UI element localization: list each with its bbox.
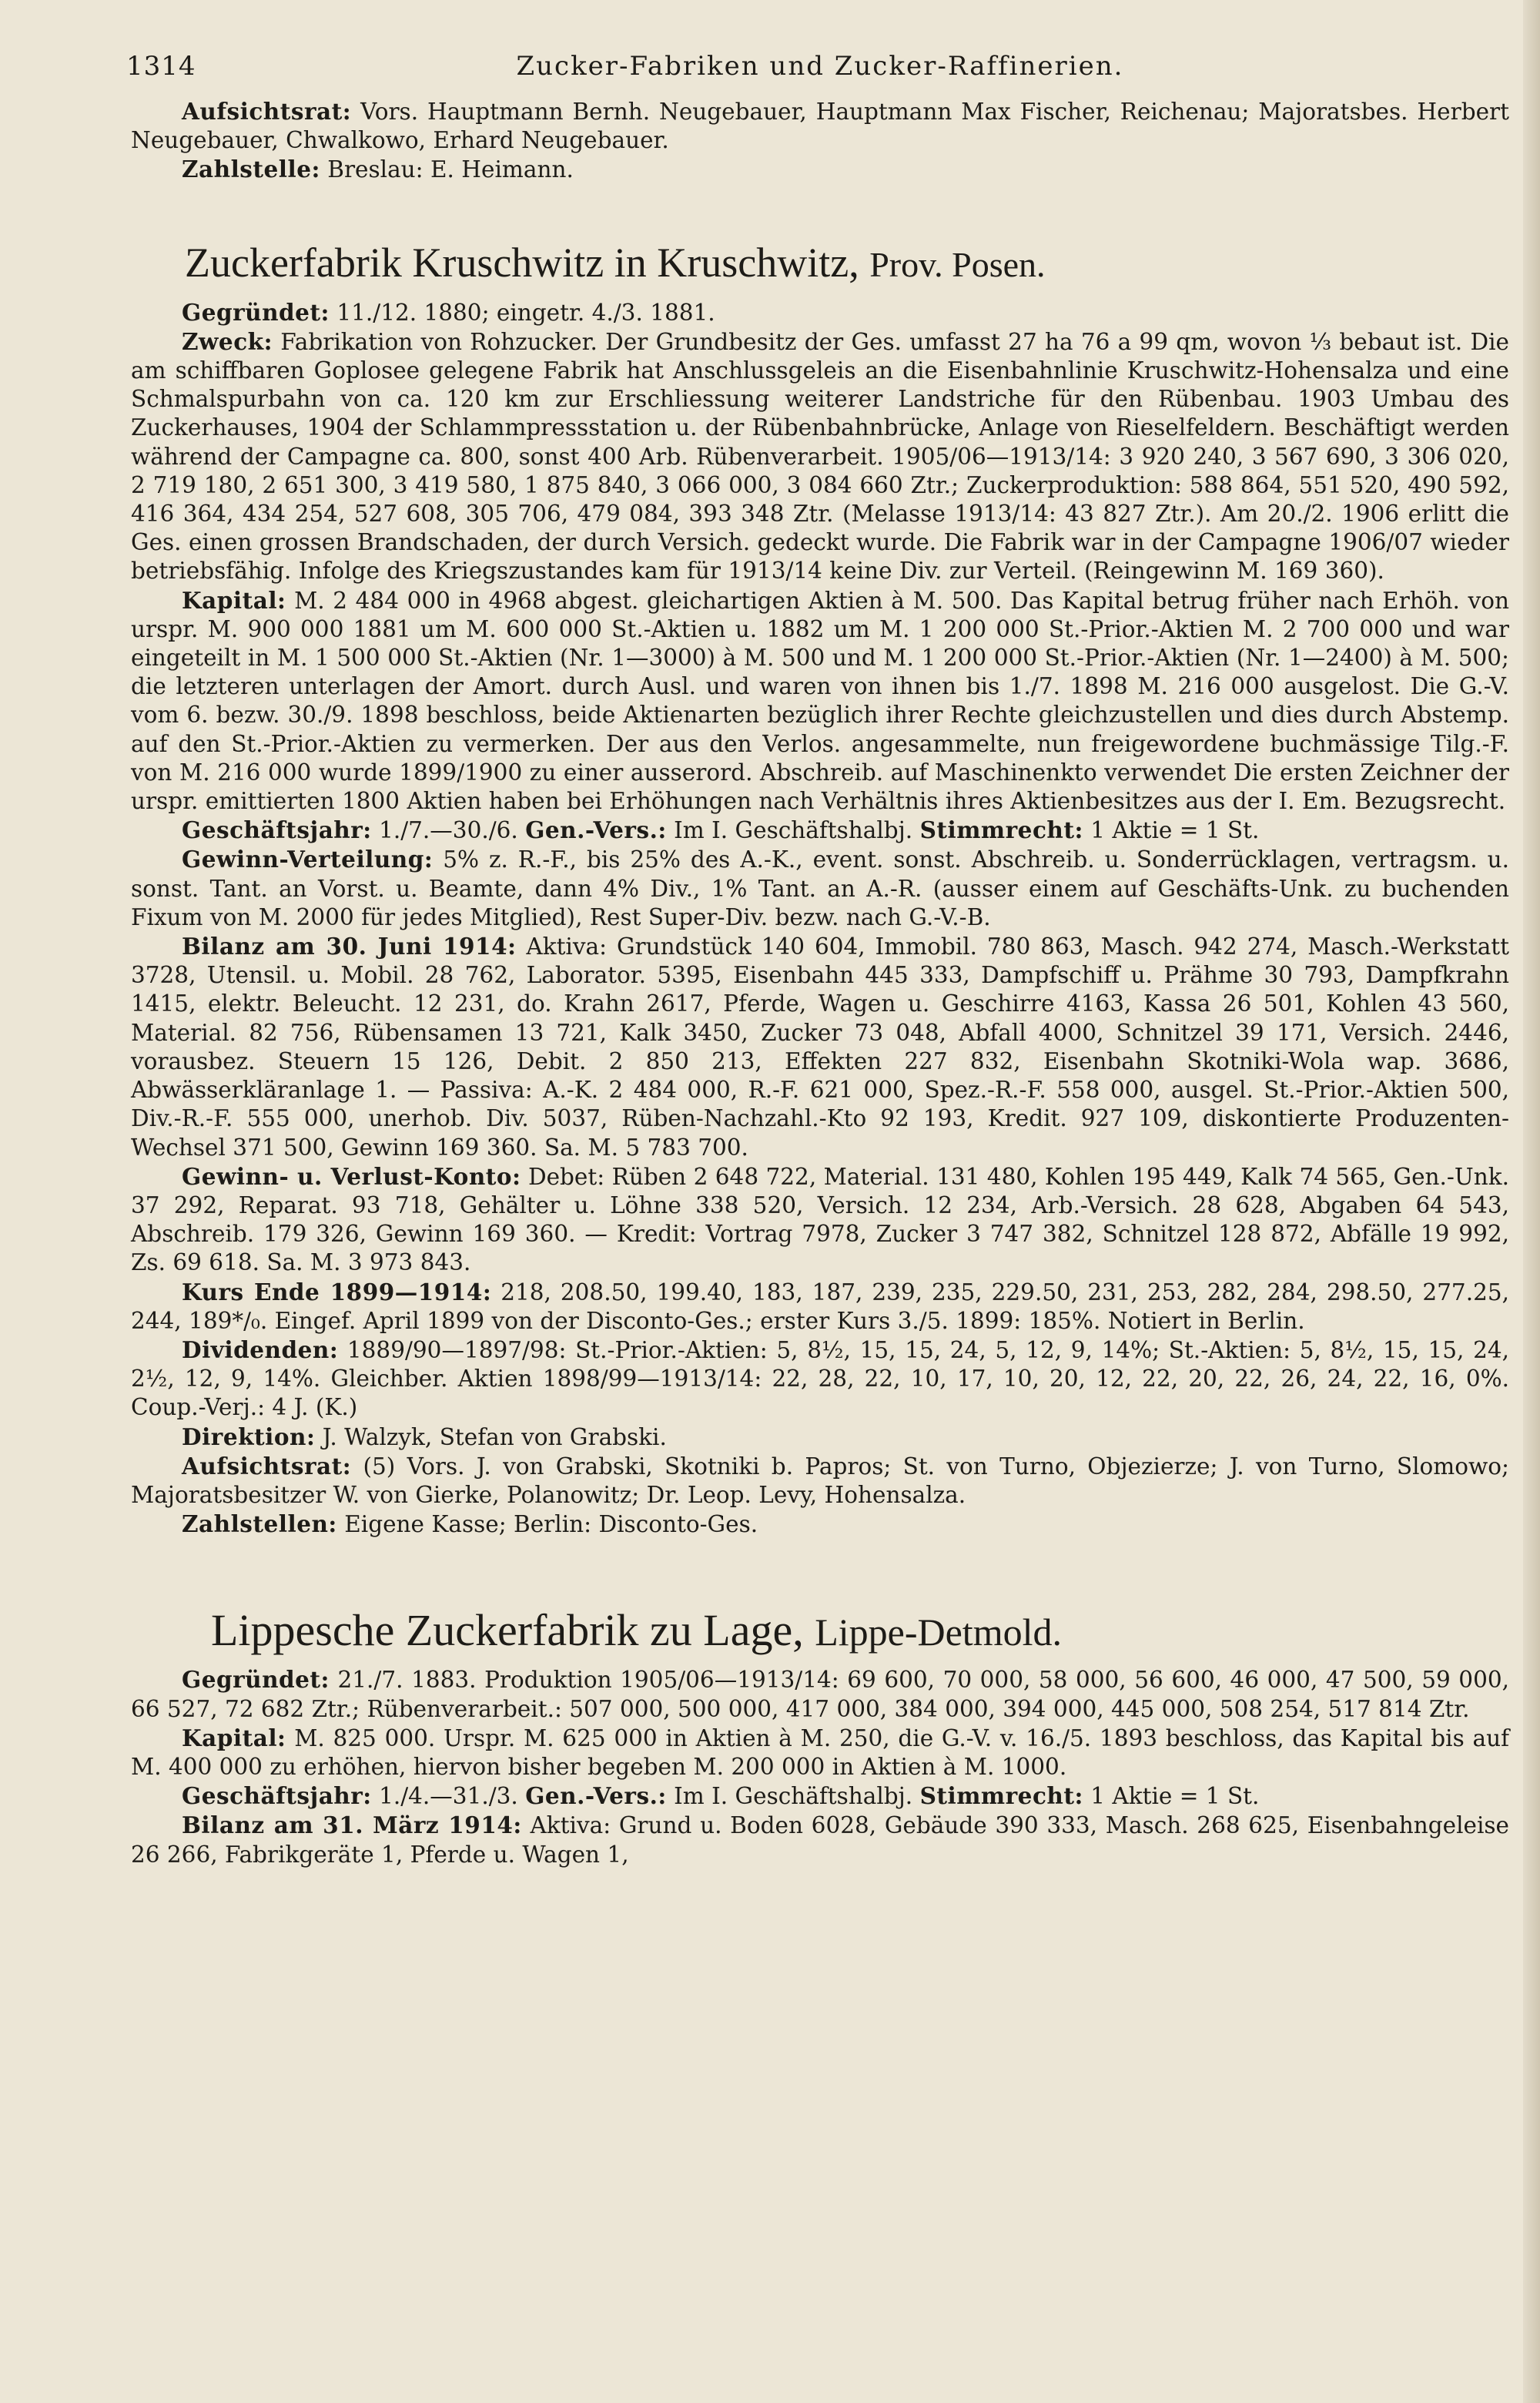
stimmrecht-label: Stimmrecht: xyxy=(919,1782,1083,1810)
gen-vers-label: Gen.-Vers.: xyxy=(525,1782,667,1810)
company-place: Lippe-Detmold. xyxy=(815,1610,1062,1654)
kapital-entry xyxy=(131,586,1509,816)
bilanz-entry xyxy=(131,932,1509,1162)
aufsichtsrat-label: Aufsichtsrat: xyxy=(182,1452,352,1480)
guv-entry xyxy=(131,1162,1509,1278)
zahlstellen-text: Eigene Kasse; Berlin: Disconto-Ges. xyxy=(344,1511,758,1538)
geschaeftsjahr-entry xyxy=(131,1781,1509,1811)
dividenden-label: Dividenden: xyxy=(182,1336,339,1363)
gewinn-verteilung-label: Gewinn-Verteilung: xyxy=(182,846,434,873)
geschaeftsjahr-entry xyxy=(131,816,1509,845)
bilanz-text: Aktiva: Grundstück 140 604, Immobil. 780 863, Masch. 942 274, Masch.-Werkstatt 3728, Utensil. u. Mobil. 28 762, Laborator. 5395, Eisenbahn 445 333, Dampfschiff u. Prähme 30 793, Dampfkrahn 1415, elektr. Beleucht. 12 231, do. Krahn 2617, Pferde, Wagen u. Geschirre 4163, Kassa 26 501, Kohlen 43 560, Material. 82 756, Rübensamen 13 721, Kalk 3450, Zucker 73 048, Abfall 4000, Schnitzel 39 171, Versich. 2446, vorausbez. Steuern 15 126, Debit. 2 850 213, Effekten 227 832, Eisenbahn Skotniki-Wola wap. 3686, Abwässerkläranlage 1. — Passiva: A.-K. 2 484 000, R.-F. 621 000, Spez.-R.-F. 558 000, ausgel. St.-Prior.-Aktien 500, Div.-R.-F. 555 000, unerhob. Div. 5037, Rüben-Nachzahl.-Kto 92 193, Kredit. 927 109, diskontierte Produzenten-Wechsel 371 500, Gewinn 169 360. Sa. M. 5 783 700. xyxy=(131,933,1509,1161)
dividenden-text: 1889/90—1897/98: St.-Prior.-Aktien: 5, 8½, 15, 15, 24, 5, 12, 9, 14%; St.-Aktien: 5, 8½, 15, 15, 24, 2½, 12, 9, 14%. Gleichber. Aktien 1898/99—1913/14: 22, 28, 22, 10, 17, 10, 20, 12, 22, 20, 22, 26, 24, 22, 16, 0%. Coup.-Verj.: 4 J. (K.) xyxy=(131,1336,1509,1421)
kurs-text: 218, 208.50, 199.40, 183, 187, 239, 235, 229.50, 231, 253, 282, 284, 298.50, 277.25, 244, 189*/₀. Eingef. April 1899 von der Disconto-Ges.; erster Kurs 3./5. 1899: 185%. Notiert in Berlin. xyxy=(131,1279,1509,1334)
gewinn-verteilung-entry xyxy=(131,845,1509,932)
gegruendet-text: 21./7. 1883. Produktion 1905/06—1913/14: 69 600, 70 000, 58 000, 56 600, 46 000, 47 500, 59 000, 66 527, 72 682 Ztr.; Rübenverarbeit.: 507 000, 500 000, 417 000, 384 000, 394 000, 445 000, 508 254, 517 814 Ztr. xyxy=(131,1667,1509,1722)
aufsichtsrat-text: Vors. Hauptmann Bernh. Neugebauer, Hauptmann Max Fischer, Reichenau; Majoratsbes. Herbert Neugebauer, Chwalkowo, Erhard Neugebauer. xyxy=(131,99,1509,154)
geschaeftsjahr-text: 1./7.—30./6. xyxy=(379,817,518,844)
kapital-text: M. 825 000. Urspr. M. 625 000 in Aktien à M. 250, die G.-V. v. 16./5. 1893 beschloss, das Kapital bis auf M. 400 000 zu erhöhen, hiervon bisher begeben M. 200 000 in Aktien à M. 1000. xyxy=(131,1724,1509,1780)
kurs-label: Kurs Ende 1899—1914: xyxy=(182,1278,492,1305)
direktion-text: J. Walzyk, Stefan von Grabski. xyxy=(322,1423,667,1450)
kruschwitz-entry xyxy=(131,298,1509,1540)
kurs-entry xyxy=(131,1278,1509,1336)
company-place: Prov. Posen. xyxy=(869,244,1046,284)
lippe-entry xyxy=(131,1665,1509,1868)
gegruendet-entry xyxy=(131,1665,1509,1723)
gegruendet-label: Gegründet: xyxy=(182,298,330,326)
running-header xyxy=(126,51,1509,97)
stimmrecht-text: 1 Aktie = 1 St. xyxy=(1090,1783,1260,1810)
gegruendet-text: 11./12. 1880; eingetr. 4./3. 1881. xyxy=(336,299,715,326)
gen-vers-text: Im I. Geschäftshalbj. xyxy=(674,817,913,844)
geschaeftsjahr-label: Geschäftsjahr: xyxy=(182,816,372,844)
kapital-label: Kapital: xyxy=(182,1724,286,1751)
zweck-entry xyxy=(131,327,1509,586)
zahlstelle-label: Zahlstelle: xyxy=(182,156,320,183)
guv-label: Gewinn- u. Verlust-Konto: xyxy=(182,1162,521,1190)
zweck-text: Fabrikation von Rohzucker. Der Grundbesitz der Ges. umfasst 27 ha 76 a 99 qm, wovon ⅓ bebaut ist. Die am schiffbaren Goplosee gelegene Fabrik hat Anschlussgeleis an die Eisenbahnlinie Kruschwitz-Hohensalza und eine Schmalspurbahn von ca. 120 km zur Erschliessung weiterer Landstriche für den Rübenbau. 1903 Umbau des Zuckerhauses, 1904 der Schlammpressstation u. der Rübenbahnbrücke, Anlage von Rieselfeldern. Beschäftigt werden während der Campagne ca. 800, sonst 400 Arb. Rübenverarbeit. 1905/06—1913/14: 3 920 240, 3 567 690, 3 306 020, 2 719 180, 2 651 300, 3 419 580, 1 875 840, 3 066 000, 3 084 660 Ztr.; Zuckerproduktion: 588 864, 551 520, 490 592, 416 364, 434 254, 527 608, 305 706, 479 084, 393 348 Ztr. (Melasse 1913/14: 43 827 Ztr.). Am 20./2. 1906 erlitt die Ges. einen grossen Brandschaden, der durch Versich. gedeckt wurde. Die Fabrik war in der Campagne 1906/07 wieder betriebsfähig. Infolge des Kriegszustandes kam für 1913/14 keine Div. zur Verteil. (Reingewinn M. 169 360). xyxy=(131,328,1509,585)
bilanz-entry xyxy=(131,1811,1509,1868)
kapital-label: Kapital: xyxy=(182,586,286,614)
bilanz-text: Aktiva: Grund u. Boden 6028, Gebäude 390 333, Masch. 268 625, Eisenbahngeleise 26 266, Fabrikgeräte 1, Pferde u. Wagen 1, xyxy=(131,1812,1510,1868)
gegruendet-label: Gegründet: xyxy=(182,1666,330,1694)
guv-text: Debet: Rüben 2 648 722, Material. 131 480, Kohlen 195 449, Kalk 74 565, Gen.-Unk. 37 292, Reparat. 93 718, Gehälter u. Löhne 338 520, Versich. 12 234, Arb.-Versich. 28 628, Abgaben 64 543, Abschreib. 179 326, Gewinn 169 360. — Kredit: Vortrag 7978, Zucker 3 747 382, Schnitzel 128 872, Abfälle 19 992, Zs. 69 618. Sa. M. 3 973 843. xyxy=(131,1163,1509,1276)
gewinn-verteilung-text: 5% z. R.-F., bis 25% des A.-K., event. sonst. Abschreib. u. Sonderrücklagen, vertragsm. u. sonst. Tant. an Vorst. u. Beamte, dann 4% Div., 1% Tant. an A.-R. (ausser einem auf Geschäfts-Unk. zu buchenden Fixum von M. 2000 für jedes Mitglied), Rest Super-Div. bezw. nach G.-V.-B. xyxy=(131,846,1509,930)
direktion-label: Direktion: xyxy=(182,1423,316,1450)
direktion-entry xyxy=(131,1423,1509,1452)
page-number: 1314 xyxy=(126,51,196,82)
geschaeftsjahr-text: 1./4.—31./3. xyxy=(379,1783,518,1810)
aufsichtsrat-text: (5) Vors. J. von Grabski, Skotniki b. Papros; St. von Turno, Objezierze; J. von Turno, Slomowo; Majoratsbesitzer W. von Gierke, Polanowitz; Dr. Leop. Levy, Hohensalza. xyxy=(131,1453,1509,1508)
stimmrecht-label: Stimmrecht: xyxy=(919,816,1083,844)
company-heading-lippe xyxy=(131,1604,1509,1659)
kapital-text: M. 2 484 000 in 4968 abgest. gleichartigen Aktien à M. 500. Das Kapital betrug früher nach Erhöh. von urspr. M. 900 000 1881 um M. 600 000 St.-Aktien u. 1882 um M. 1 200 000 St.-Prior.-Aktien M. 2 700 000 und war eingeteilt in M. 1 500 000 St.-Aktien (Nr. 1—3000) à M. 500 und M. 1 200 000 St.-Prior.-Aktien (Nr. 1—2400) à M. 500; die letzteren unterlagen der Amort. durch Ausl. und waren von ihnen bis 1./7. 1898 M. 216 000 ausgelost. Die G.-V. vom 6. bezw. 30./9. 1898 beschloss, beide Aktienarten bezüglich ihrer Rechte gleichzustellen und dies durch Abstemp. auf den St.-Prior.-Aktien zu vermerken. Der aus den Verlos. angesammelte, nun freigewordene buchmässige Tilg.-F. von M. 216 000 wurde 1899/1900 zu einer ausserord. Abschreib. auf Maschinenkto verwendet Die ersten Zeichner der urspr. emittierten 1800 Aktien haben bei Erhöhungen nach Verhältnis ihres Aktienbesitzes aus der I. Em. Bezugsrecht. xyxy=(131,587,1509,815)
gen-vers-text: Im I. Geschäftshalbj. xyxy=(674,1783,913,1810)
bilanz-label: Bilanz am 30. Juni 1914: xyxy=(182,933,517,960)
aufsichtsrat-entry xyxy=(131,1452,1509,1510)
page-gutter-shadow xyxy=(1523,0,1540,2403)
running-title: Zucker-Fabriken und Zucker-Raffinerien. xyxy=(516,51,1124,82)
zahlstelle-text: Breslau: E. Heimann. xyxy=(327,156,574,183)
zahlstelle-entry xyxy=(131,155,1509,184)
zahlstellen-label: Zahlstellen: xyxy=(182,1510,337,1538)
kapital-entry xyxy=(131,1724,1509,1781)
company-heading-kruschwitz xyxy=(131,236,1509,292)
aufsichtsrat-entry xyxy=(131,97,1509,155)
zahlstellen-entry xyxy=(131,1510,1509,1539)
previous-entry-tail xyxy=(131,97,1509,185)
company-name: Zuckerfabrik Kruschwitz in Kruschwitz, xyxy=(185,239,859,286)
geschaeftsjahr-label: Geschäftsjahr: xyxy=(182,1782,372,1810)
bilanz-label: Bilanz am 31. März 1914: xyxy=(182,1811,522,1839)
dividenden-entry xyxy=(131,1336,1509,1423)
gegruendet-entry xyxy=(131,298,1509,327)
zweck-label: Zweck: xyxy=(182,327,273,355)
aufsichtsrat-label: Aufsichtsrat: xyxy=(182,98,352,125)
gen-vers-label: Gen.-Vers.: xyxy=(525,816,667,844)
company-name: Lippesche Zuckerfabrik zu Lage, xyxy=(211,1605,804,1656)
stimmrecht-text: 1 Aktie = 1 St. xyxy=(1090,817,1260,844)
